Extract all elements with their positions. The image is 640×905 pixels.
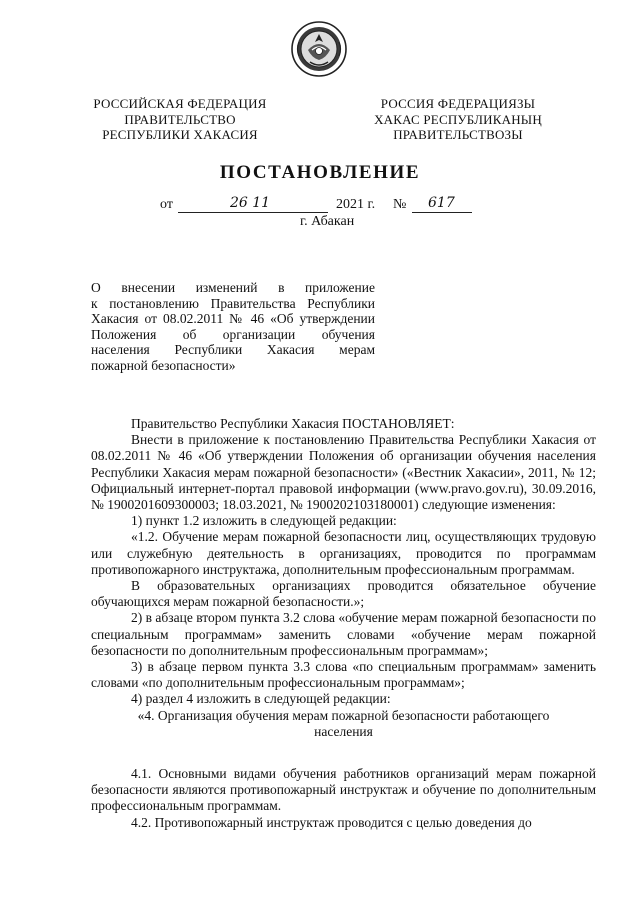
city-label: г. Абакан [300,214,355,229]
date-prefix: от [160,197,173,212]
year-label: 2021 г. [336,197,376,212]
body-paragraph: «1.2. Обучение мерам пожарной безопасности лиц, осуществляющих трудовую или служебную деятельность в организациях, проводится по программам противопожарного инструктажа, дополнительным профессиональным программам. [91,529,596,577]
header-right-line: ПРАВИТЕЛЬСТВОЗЫ [393,127,523,142]
document-body [91,416,596,740]
body-paragraph: Правительство Республики Хакасия ПОСТАНОВЛЯЕТ: [131,416,455,431]
body-paragraph: 1) пункт 1.2 изложить в следующей редакции: [131,513,397,529]
document-body-continued [91,766,596,831]
subject-line: Хакасия от 08.02.2011 № 46 «Об утверждении [91,311,375,327]
subject-block [91,280,375,374]
coat-of-arms-emblem [290,20,348,78]
header-right-line: РОССИЯ ФЕДЕРАЦИЯЗЫ [380,96,536,111]
section-heading: «4. Организация обучения мерам пожарной безопасности работающего населения [137,707,550,739]
subject-line: О внесении изменений в приложение [91,280,375,295]
document-title: ПОСТАНОВЛЕНИЕ [219,162,421,183]
body-paragraph: 3) в абзаце первом пункта 3.3 слова «по специальным программам» заменить словами «по дополнительным профессиональным программам»; [91,659,596,691]
body-paragraph: 2) в абзаце втором пункта 3.2 слова «обучение мерам пожарной безопасности по специальным программам» заменить словами «обучение мерам пожарной безопасности по дополнительным профессиональным программам»; [91,610,596,658]
date-underline [178,212,328,213]
body-paragraph: В образовательных организациях проводится обязательное обучение обучающихся мерам пожарной безопасности.»; [91,578,596,610]
body-paragraph: Внести в приложение к постановлению Правительства Республики Хакасия от 08.02.2011 № 46 «Об утверждении Положения об организации обучения населения Республики Хакасия мерам пожарной безопасности» («Вестник Хакасии», 2011, № 12; Официальный интернет-портал правовой информации (www.pravo.gov.ru), 30.09.2016, № 1900201609300003; 18.03.2021, № 1900202103180001) следующие изменения: [91,432,596,513]
handwritten-number: 617 [428,195,455,211]
body-paragraph: 4) раздел 4 изложить в следующей редакции: [131,691,391,707]
number-sign: № [393,197,407,212]
header-left-line: ПРАВИТЕЛЬСТВО [124,111,236,127]
subject-line: к постановлению Правительства Республики [91,295,375,311]
handwritten-date: 26 11 [230,195,271,211]
header-left-block [80,96,280,143]
header-left-line: РЕСПУБЛИКИ ХАКАСИЯ [102,127,258,142]
subject-line: Положения об организации обучения [91,326,375,342]
header-right-block [358,96,558,143]
subject-line: пожарной безопасности» [91,357,236,373]
header-right-line: ХАКАС РЕСПУБЛИКАНЫҢ [374,111,542,127]
number-underline [412,212,472,213]
body-paragraph: 4.2. Противопожарный инструктаж проводится с целью доведения до [131,814,532,830]
subject-line: населения Республики Хакасия мерам [91,342,375,358]
header-left-line: РОССИЙСКАЯ ФЕДЕРАЦИЯ [93,96,267,111]
body-paragraph: 4.1. Основными видами обучения работников организаций мерам пожарной безопасности являются противопожарный инструктаж и обучение по дополнительным профессиональным программам. [91,766,596,814]
